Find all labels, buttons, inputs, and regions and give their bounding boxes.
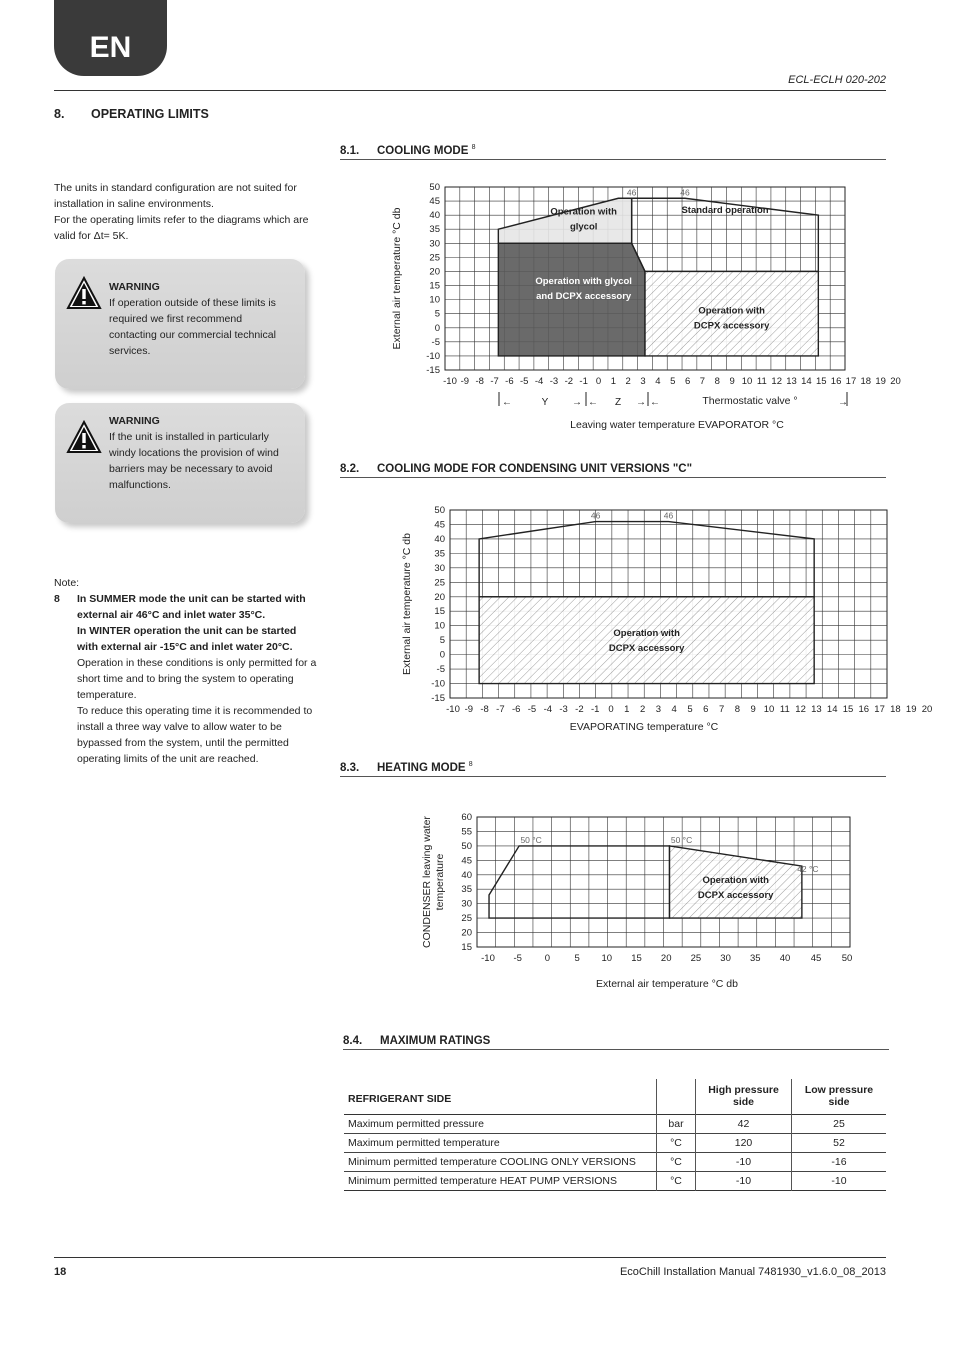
x-tick-label: 15: [815, 376, 827, 387]
footer-rule: [54, 1257, 886, 1258]
x-tick-label: 6: [684, 376, 691, 387]
subsection-title: HEATING MODE: [377, 761, 466, 774]
note-label: Note:: [54, 577, 80, 589]
x-tick-label: -6: [511, 704, 521, 715]
x-tick-label: 30: [720, 953, 731, 964]
section-heading: [54, 107, 209, 121]
y-tick-label: -5: [431, 336, 440, 348]
x-tick-label: 11: [779, 704, 790, 715]
y-tick-label: 20: [429, 266, 440, 278]
y-tick-label: 30: [434, 562, 445, 574]
row-unit: °C: [657, 1152, 696, 1171]
x-tick-label: 0: [544, 953, 551, 964]
subsection-title: COOLING MODE: [377, 144, 469, 157]
y-tick-label: 0: [439, 649, 445, 661]
x-tick-label: 1: [610, 376, 616, 387]
x-tick-label: 18: [860, 376, 872, 387]
region-label: Operation with DCPX accessory: [693, 305, 770, 332]
y-tick-label: -5: [436, 664, 445, 676]
x-tick-label: -10: [443, 376, 457, 387]
x-tick-label: 8: [714, 376, 720, 387]
x-tick-label: -8: [480, 704, 489, 715]
x-tick-label: 45: [810, 953, 822, 964]
zone-arrow-icon: →: [572, 397, 582, 408]
x-tick-label: 14: [801, 376, 812, 387]
x-tick-label: 25: [690, 953, 702, 964]
y-tick-label: 35: [461, 884, 472, 896]
subsection-title: COOLING MODE FOR CONDENSING UNIT VERSIONS "C": [377, 463, 693, 475]
x-tick-label: 1: [624, 704, 630, 715]
y-tick-label: 60: [461, 812, 472, 823]
y-tick-label: 25: [434, 577, 445, 589]
point-value-label: 46: [680, 187, 690, 198]
intro-paragraph-1: The units in standard configuration are not suited for installation in saline environments.: [54, 182, 297, 210]
x-tick-label: -3: [549, 376, 559, 387]
x-tick-label: 9: [729, 376, 735, 387]
y-tick-label: 50: [429, 182, 440, 193]
x-tick-label: 19: [905, 704, 917, 715]
note-text-2: To reduce this operating time it is recommended to install a three way valve to allow water to be bypassed from the system, until the permitted operating limits of the unit are reached.: [77, 705, 313, 765]
y-tick-label: 10: [429, 294, 440, 306]
y-axis-label: External air temperature °C db: [391, 207, 403, 350]
y-tick-label: 25: [429, 252, 440, 264]
row-label: Minimum permitted temperature COOLING ONLY VERSIONS: [344, 1152, 657, 1171]
table-row: [344, 1171, 886, 1190]
note-winter: In WINTER operation the unit can be started with external air -15°C and inlet water 20°C.: [77, 625, 297, 653]
region-label: Operation with DCPX accessory: [697, 875, 774, 902]
point-value-label: 46: [663, 510, 674, 521]
point-value-label: 46: [626, 187, 637, 198]
y-tick-label: 45: [429, 196, 440, 208]
row-high: -10: [696, 1152, 792, 1171]
warning-icon: [67, 421, 101, 453]
y-tick-label: 15: [434, 606, 445, 618]
note-number: 8: [54, 593, 60, 605]
row-unit: °C: [657, 1133, 696, 1152]
intro-text: [54, 180, 319, 244]
x-tick-label: 7: [699, 376, 706, 387]
y-tick-label: 40: [461, 869, 472, 881]
x-tick-label: 50: [841, 953, 853, 964]
x-tick-label: 18: [890, 704, 901, 715]
model-code: ECL-ECLH 020-202: [788, 74, 886, 86]
x-tick-label: -5: [513, 953, 522, 964]
y-tick-label: 40: [434, 533, 445, 545]
x-tick-label: 20: [660, 953, 672, 964]
row-high: 120: [696, 1133, 792, 1152]
zone-label-z: Z: [614, 397, 622, 408]
x-tick-label: -7: [490, 376, 499, 387]
x-tick-label: -10: [481, 953, 495, 964]
x-tick-label: 4: [655, 376, 661, 387]
x-tick-label: 10: [741, 376, 753, 387]
x-tick-label: 15: [631, 953, 642, 964]
y-axis-label: CONDENSER leaving watertemperature: [421, 816, 446, 948]
y-tick-label: 35: [434, 548, 445, 560]
row-label: Minimum permitted temperature HEAT PUMP VERSIONS: [344, 1171, 657, 1190]
zone-arrow-icon: ←: [588, 397, 598, 408]
x-tick-label: -6: [505, 376, 514, 387]
cooling-mode-chart: [340, 172, 900, 442]
x-axis-label: EVAPORATING temperature °C: [569, 721, 719, 733]
y-tick-label: -10: [426, 350, 440, 362]
table-row: [344, 1114, 886, 1133]
x-tick-label: -9: [464, 704, 474, 715]
header-rule: [54, 90, 886, 91]
x-tick-label: 16: [830, 376, 842, 387]
y-tick-label: 45: [434, 519, 445, 531]
subsection-8-4: [343, 1035, 889, 1050]
y-tick-label: 40: [429, 210, 440, 222]
note-block: [54, 575, 319, 767]
y-tick-label: 0: [434, 322, 440, 334]
row-unit: °C: [657, 1171, 696, 1190]
x-tick-label: -8: [475, 376, 484, 387]
x-tick-label: 5: [574, 953, 580, 964]
footnote-ref: 8: [471, 144, 476, 151]
y-axis-label: External air temperature °C db: [401, 533, 413, 675]
page-number: 18: [54, 1266, 67, 1278]
x-tick-label: -3: [559, 704, 568, 715]
warning-title: WARNING: [109, 415, 160, 427]
table-row: [344, 1152, 886, 1171]
subsection-number: 8.1.: [340, 144, 360, 157]
x-tick-label: 0: [595, 376, 602, 387]
warning-box-2: [55, 403, 305, 523]
col-header-low: Low pressure side: [804, 1084, 874, 1109]
zone-label-thermostatic: Thermostatic valve °: [702, 395, 798, 407]
row-low: 52: [833, 1136, 845, 1149]
row-label: Maximum permitted temperature: [344, 1133, 657, 1152]
y-tick-label: 5: [434, 308, 440, 320]
row-low: -16: [831, 1155, 847, 1168]
x-tick-label: 13: [811, 704, 822, 715]
row-low: -10: [831, 1174, 847, 1187]
point-value-label: 50 °C: [520, 834, 542, 845]
row-unit: bar: [657, 1114, 696, 1133]
warning-content-1: [109, 279, 289, 359]
y-tick-label: 55: [461, 826, 472, 838]
x-tick-label: 35: [750, 953, 761, 964]
y-tick-label: 20: [461, 927, 472, 939]
col-header-side: REFRIGERANT SIDE: [344, 1079, 657, 1114]
y-tick-label: 10: [434, 620, 445, 632]
x-tick-label: 12: [795, 704, 806, 715]
row-high: -10: [696, 1171, 792, 1190]
note-text-1: Operation in these conditions is only permitted for a short time and to bring the system to operating temperature.: [77, 657, 317, 701]
x-tick-label: -5: [520, 376, 529, 387]
col-header-unit: [657, 1079, 696, 1114]
y-tick-label: -15: [426, 365, 440, 376]
y-tick-label: 15: [429, 280, 440, 292]
x-axis-label: External air temperature °C db: [596, 978, 738, 990]
y-tick-label: 15: [461, 942, 472, 953]
x-tick-label: -1: [579, 376, 588, 387]
warning-box-1: [55, 259, 305, 389]
y-tick-label: 50: [461, 840, 472, 852]
y-tick-label: 45: [461, 855, 472, 867]
max-ratings-table: [344, 1079, 886, 1191]
x-tick-label: 2: [639, 704, 646, 715]
language-tab: EN: [54, 0, 167, 76]
warning-title: WARNING: [109, 281, 160, 293]
y-tick-label: 25: [461, 913, 472, 925]
point-value-label: 46: [590, 510, 601, 521]
y-tick-label: 35: [429, 224, 440, 236]
x-tick-label: 12: [771, 376, 782, 387]
x-tick-label: 7: [718, 704, 725, 715]
row-label: Maximum permitted pressure: [344, 1114, 657, 1133]
y-tick-label: 20: [434, 591, 445, 603]
region-label: Operation with glycol and DCPX accessory: [535, 275, 632, 302]
x-tick-label: 5: [687, 704, 693, 715]
x-tick-label: 8: [734, 704, 741, 715]
x-tick-label: 14: [826, 704, 838, 715]
x-tick-label: 3: [655, 704, 662, 715]
subsection-number: 8.3.: [340, 761, 360, 774]
region-label: Standard operation: [681, 204, 769, 216]
subsection-number: 8.4.: [343, 1035, 363, 1047]
x-tick-label: 17: [845, 376, 857, 387]
x-tick-label: 13: [786, 376, 797, 387]
x-tick-label: 10: [763, 704, 775, 715]
y-tick-label: 30: [429, 238, 440, 250]
warning-text: If operation outside of these limits is required we first recommend contacting our commercial technical services.: [109, 297, 276, 357]
x-axis-label: Leaving water temperature EVAPORATOR °C: [570, 419, 784, 431]
col-header-high: High pressure side: [696, 1079, 792, 1114]
point-value-label: 50 °C: [670, 834, 693, 845]
x-tick-label: 6: [703, 704, 709, 715]
row-low: 25: [833, 1117, 845, 1130]
table-row: [344, 1133, 886, 1152]
subsection-title: MAXIMUM RATINGS: [380, 1035, 491, 1047]
x-tick-label: 19: [875, 376, 886, 387]
x-tick-label: 40: [779, 953, 791, 964]
region-label: Operation with glycol: [550, 206, 617, 233]
y-tick-label: 5: [439, 635, 445, 647]
x-tick-label: 16: [858, 704, 870, 715]
x-tick-label: -7: [496, 704, 505, 715]
subsection-8-3: [340, 761, 886, 777]
subsection-8-2: [340, 463, 886, 478]
condensing-unit-chart: [340, 494, 933, 744]
footnote-ref: 8: [468, 761, 473, 768]
zone-arrow-icon: →: [838, 397, 848, 408]
x-tick-label: 4: [671, 704, 677, 715]
note-summer: In SUMMER mode the unit can be started with external air 46°C and inlet water 35°C.: [77, 593, 306, 621]
x-tick-label: 9: [750, 704, 756, 715]
y-tick-label: 30: [461, 898, 472, 910]
region-label: Operation with DCPX accessory: [608, 628, 685, 655]
warning-content-2: [109, 413, 289, 493]
x-tick-label: 5: [670, 376, 676, 387]
x-tick-label: 10: [601, 953, 613, 964]
x-tick-label: 20: [921, 704, 933, 715]
zone-arrow-icon: ←: [502, 397, 512, 408]
subsection-8-1: [340, 144, 886, 160]
x-tick-label: -1: [590, 704, 600, 715]
x-tick-label: 2: [625, 376, 631, 387]
x-tick-label: -2: [564, 376, 574, 387]
x-tick-label: -5: [527, 704, 537, 715]
x-tick-label: 11: [756, 376, 767, 387]
footer-doc-id: EcoChill Installation Manual 7481930_v1.6.0_08_2013: [619, 1266, 886, 1278]
warning-icon: [67, 277, 101, 309]
y-tick-label: -10: [431, 678, 445, 690]
heating-mode-chart: [340, 800, 900, 1000]
x-tick-label: -4: [543, 704, 553, 715]
x-tick-label: 17: [874, 704, 885, 715]
point-value-label: 42 °C: [797, 863, 819, 874]
zone-label-y: Y: [541, 397, 549, 408]
x-tick-label: 15: [842, 704, 854, 715]
intro-paragraph-2: For the operating limits refer to the diagrams which are valid for Δt= 5K.: [54, 214, 309, 242]
y-tick-label: -15: [431, 693, 445, 704]
zone-arrow-icon: →: [636, 397, 646, 408]
x-tick-label: -9: [460, 376, 470, 387]
x-tick-label: -4: [534, 376, 544, 387]
section-number: 8.: [54, 107, 65, 121]
section-title: OPERATING LIMITS: [91, 107, 209, 121]
zone-arrow-icon: ←: [650, 397, 660, 408]
x-tick-label: 3: [640, 376, 646, 387]
x-tick-label: -10: [446, 704, 460, 715]
x-tick-label: -2: [575, 704, 584, 715]
warning-text: If the unit is installed in particularly windy locations the provision of wind barriers may be necessary to avoid malfunctions.: [109, 431, 279, 491]
subsection-number: 8.2.: [340, 463, 360, 475]
region-area: [479, 597, 814, 684]
x-tick-label: 0: [608, 704, 614, 715]
y-tick-label: 50: [434, 505, 445, 516]
x-tick-label: 20: [890, 376, 901, 387]
row-high: 42: [696, 1114, 792, 1133]
